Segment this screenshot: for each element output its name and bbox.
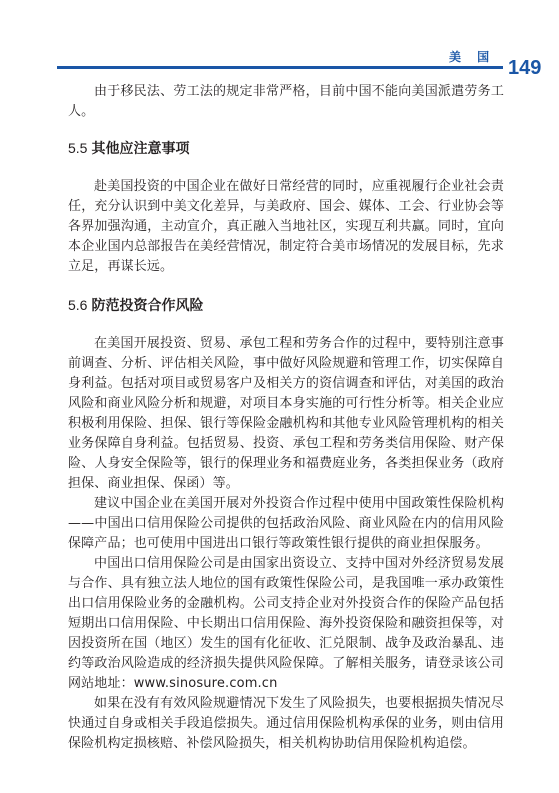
country-header-label: 美 国	[449, 50, 496, 64]
section-5-5-paragraph: 赴美国投资的中国企业在做好日常经营的同时，应重视履行企业社会责任，充分认识到中美文化差异，与美政府、国会、媒体、工会、行业协会等各界加强沟通，主动宣介，真正融入当地社区，实现互利共赢。同时，宜向本企业国内总部报告在美经营情况，制定符合美市场情况的发展目标，先求立足，再谋长远。	[68, 179, 504, 274]
section-title: 防范投资合作风险	[91, 298, 204, 314]
section-title: 其他应注意事项	[91, 141, 190, 157]
page-number: 149	[508, 57, 542, 79]
section-number: 5.5	[68, 140, 88, 156]
intro-paragraph: 由于移民法、劳工法的规定非常严格，目前中国不能向美国派遣劳务工人。	[68, 84, 504, 119]
section-5-6-paragraph-2: 建议中国企业在美国开展对外投资合作过程中使用中国政策性保险机构——中国出口信用保险公司提供的包括政治风险、商业风险在内的信用风险保障产品；也可使用中国进出口银行等政策性银行提供的商业担保服务。	[68, 496, 504, 551]
section-5-6-paragraph-1: 在美国开展投资、贸易、承包工程和劳务合作的过程中，要特别注意事前调查、分析、评估相关风险，事中做好风险规避和管理工作，切实保障自身利益。包括对项目或贸易客户及相关方的资信调查和评估，对美国的政治风险和商业风险分析和规避，对项目本身实施的可行性分析等。相关企业应积极利用保险、担保、银行等保险金融机构和其他专业风险管理机构的相关业务保障自身利益。包括贸易、投资、承包工程和劳务类信用保险、财产保险、人身安全保险等，银行的保理业务和福费庭业务，各类担保业务（政府担保、商业担保、保函）等。	[68, 336, 504, 491]
header-rule	[57, 66, 503, 69]
section-5-5-heading	[68, 138, 504, 159]
page-body	[68, 82, 504, 754]
section-5-6-paragraph-3: 中国出口信用保险公司是由国家出资设立、支持中国对外经济贸易发展与合作、具有独立法人地位的国有政策性保险公司，是我国唯一承办政策性出口信用保险业务的金融机构。公司支持企业对外投资合作的保险产品包括短期出口信用保险、中长期出口信用保险、海外投资保险和融资担保等，对因投资所在国（地区）发生的国有化征收、汇兑限制、战争及政治暴乱、违约等政治风险造成的经济损失提供风险保障。了解相关服务，请登录该公司网站地址：www.sinosure.com.cn	[68, 556, 504, 691]
section-5-6-paragraph-4: 如果在没有有效风险规避情况下发生了风险损失，也要根据损失情况尽快通过自身或相关手段追偿损失。通过信用保险机构承保的业务，则由信用保险机构定损核赔、补偿风险损失，相关机构协助信用保险机构追偿。	[68, 696, 504, 751]
section-number: 5.6	[68, 297, 88, 313]
section-5-6-heading	[68, 295, 504, 316]
